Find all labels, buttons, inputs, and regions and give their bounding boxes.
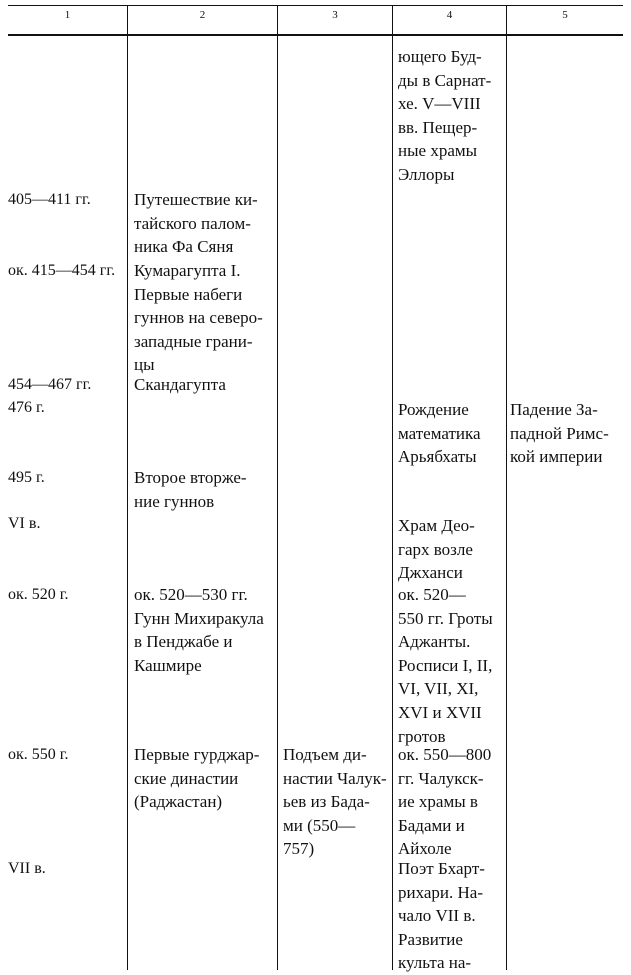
column-divider-3 <box>392 6 393 970</box>
date-cell: VI в. <box>8 515 41 532</box>
date-cell: ок. 520 г. <box>8 586 69 603</box>
column-header-1: 1 <box>64 9 71 21</box>
culture-cell: ок. 550—800 гг. Чалукск- ие храмы в Бадами и Айхоле <box>398 745 492 859</box>
column-divider-1 <box>127 6 128 970</box>
column-header-3: 3 <box>332 9 338 21</box>
culture-cell: Храм Део- гарх возле Джханси <box>398 516 475 583</box>
column-divider-2 <box>277 6 278 970</box>
events-cell: Кумарагупта I. Первые набеги гуннов на северо- западные грани- цы <box>134 261 263 375</box>
world-events-cell: Падение За- падной Римс- кой империи <box>510 400 609 467</box>
date-cell: 495 г. <box>8 469 45 486</box>
events-cell: Путешествие ки- тайского палом- ника Фа Сяня <box>134 190 258 257</box>
column-divider-4 <box>506 6 507 970</box>
culture-cell: ок. 520— 550 гг. Гроты Аджанты. Росписи I, II, VI, VII, XI, XVI и XVII гротов <box>398 585 493 746</box>
culture-cell: ющего Буд- ды в Сарнат- хе. V—VIII вв. Пещер- ные храмы Эллоры <box>398 47 492 184</box>
column-header-2: 2 <box>199 9 206 21</box>
table-top-rule <box>8 5 623 6</box>
dynasty-cell: Подъем ди- настии Чалук- ьев из Бада- ми (550— 757) <box>283 745 387 859</box>
date-cell: 454—467 гг. <box>8 376 92 393</box>
column-header-5: 5 <box>562 9 568 21</box>
events-cell: Скандагупта <box>134 375 226 394</box>
events-cell: Первые гурджар- ские династии (Раджастан) <box>134 745 260 812</box>
events-cell: ок. 520—530 гг. Гунн Михиракула в Пенджабе и Кашмире <box>134 585 264 675</box>
date-cell: ок. 550 г. <box>8 746 69 763</box>
column-header-4: 4 <box>446 9 453 21</box>
culture-cell: Поэт Бхарт- рихари. На- чало VII в. Развитие культа на- <box>398 859 485 973</box>
date-cell: VII в. <box>8 860 46 877</box>
date-cell: 405—411 гг. <box>8 191 91 208</box>
events-cell: Второе вторже- ние гуннов <box>134 468 247 511</box>
date-cell: ок. 415—454 гг. <box>8 262 116 279</box>
header-bottom-rule <box>8 34 623 36</box>
date-cell: 476 г. <box>8 399 45 416</box>
culture-cell: Рождение математика Арьябхаты <box>398 400 481 467</box>
